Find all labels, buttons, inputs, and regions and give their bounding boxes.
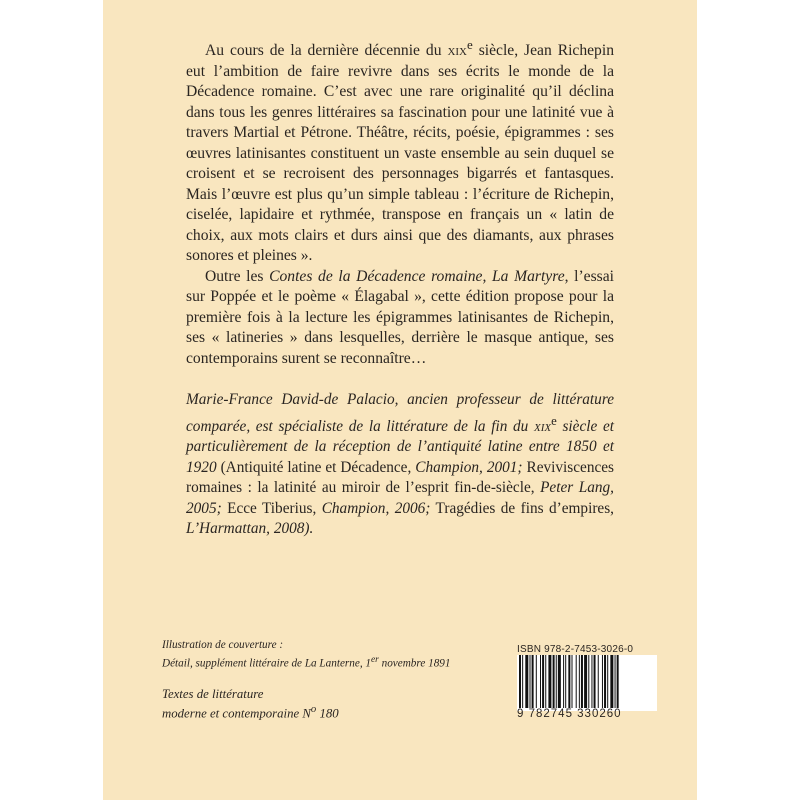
century-numeral: xix	[447, 42, 467, 60]
author-bio-paragraph: Marie-France David-de Palacio, ancien professeur de littérature comparée, est spécialiste de la littérature de la fin du xix$^e$ siècle et particulièrement de la réception de l’antiquité latine entre 1850 et 1920 (Antiquité latine et Décadence, Champion, 2001; Reviviscences romaines : la latinité au miroir de l’esprit fin-de-siècle, Peter Lang, 2005; Ecce Tiberius, Champion, 2006; Tragédies de fins d’empires, L’Harmattan, 2008).	[186, 391, 615, 538]
blurb-paragraph-2: Outre les Contes de la Décadence romaine, La Martyre, l’essai sur Poppée et le poème « Élagabal », cette édition propose pour la première fois à la lecture les épigrammes latinisantes de Richepin, ses « latineries » dans lesquelles, derrière le masque antique, ses contemporains surent se reconnaître…	[186, 267, 614, 367]
cover-illustration-credit	[162, 638, 482, 671]
century-superscript: e	[551, 413, 557, 428]
series-line-1: Textes de littérature	[162, 687, 264, 701]
century-superscript: e	[467, 37, 473, 52]
series-line-2: moderne et contemporaine $N^o$ 180	[162, 704, 339, 721]
blurb-text	[186, 35, 614, 369]
century-numeral: xix	[534, 417, 552, 435]
blurb-paragraph-1: Au cours de la dernière décennie du xix$^e$ siècle, Jean Richepin eut l’ambition de faire revivre dans ses écrits le monde de la Décadence romaine. C’est avec une rare originalité qu’il déclina dans tous les genres littéraires sa fascination pour une latinité vue à travers Martial et Pétrone. Théâtre, récits, poésie, épigrammes : ses œuvres latinisantes constituent un vaste ensemble au sein duquel se croisent et se recroisent des personnages bigarrés et fantasques. Mais l’œuvre est plus qu’un simple tableau : l’écriture de Richepin, ciselée, lapidaire et rythmée, transpose en français un « latin de choix, aux mots clairs et durs ainsi que des diamants, aux phrases sonores et pleines ».	[186, 37, 614, 265]
isbn-label: ISBN 978-2-7453-3026-0	[517, 644, 634, 655]
author-bio	[186, 390, 614, 540]
work-titles: Contes de la Décadence romaine, La Martyre	[269, 267, 565, 285]
series-info	[162, 686, 482, 721]
credit-detail: Détail, supplément littéraire de La Lanterne, 1er novembre 1891	[162, 654, 451, 670]
barcode-number: 9 782745 330260	[517, 708, 622, 720]
book-back-cover	[103, 0, 697, 800]
barcode-icon	[517, 655, 657, 711]
credit-label: Illustration de couverture :	[162, 639, 284, 651]
